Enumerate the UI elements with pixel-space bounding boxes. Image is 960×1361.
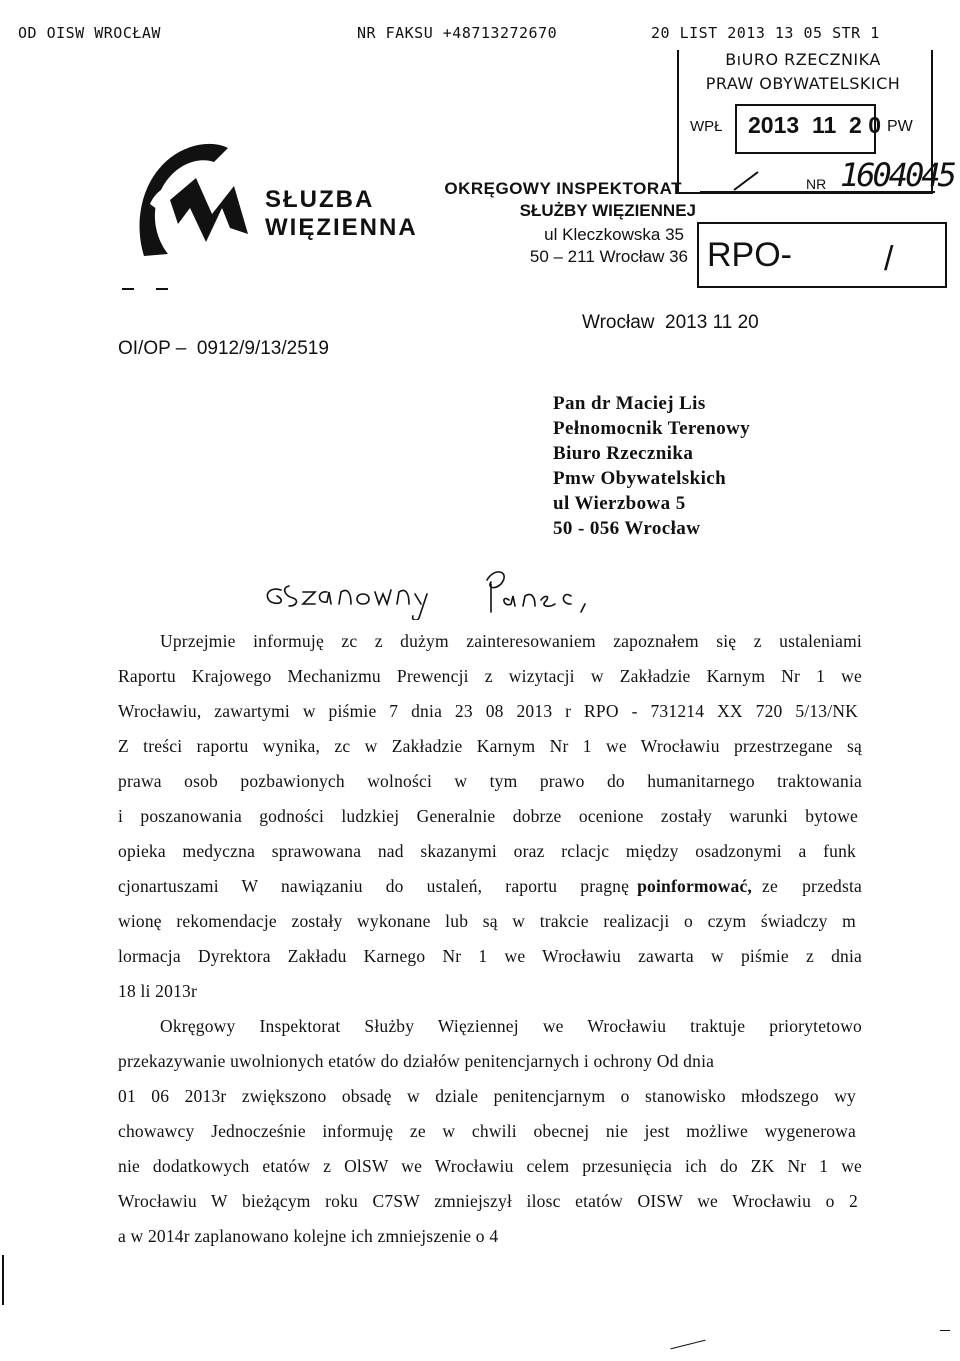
sender-line1: OKRĘGOWY INSPEKTORAT (444, 179, 682, 198)
stamp-nr-label: NR (806, 176, 827, 192)
addressee-line: ul Wierzbowa 5 (553, 493, 686, 514)
handwritten-salutation (255, 560, 625, 620)
addressee-block (553, 391, 750, 541)
body-line: Uprzejmie informuję zc z dużym zainteresowaniem zapoznałem się z ustaleniami (160, 631, 862, 651)
addressee-line: Pmw Obywatelskich (553, 468, 727, 489)
stamp-date: 2013 11 2 0 (748, 112, 882, 138)
prison-service-emblem (130, 138, 260, 270)
body-line: a w 2014r zaplanowano kolejne ich zmniejszenie o 4 (118, 1226, 499, 1246)
dash-mark (122, 288, 134, 290)
scan-edge-mark (940, 1330, 950, 1331)
body-line: i poszanowania godności ludzkiej Generalnie dobrze ocenione zostały warunki bytowe (118, 806, 858, 826)
reference-number: OI/OP – 0912/9/13/2519 (118, 338, 329, 359)
addressee-line: Pełnomocnik Terenowy (553, 418, 751, 439)
body-line-part: ze przedsta (762, 876, 862, 896)
body-line: chowawcy Jednocześnie informuję ze w chwili obecnej nie jest możliwe wygenerowa (118, 1121, 856, 1141)
body-line-composite (118, 876, 862, 897)
body-line: lormacja Dyrektora Zakładu Karnego Nr 1 we Wrocławiu zawarta w piśmie z dnia (118, 946, 862, 966)
logo-text-line1: SŁUZBA (265, 186, 375, 213)
body-line: przekazywanie uwolnionych etatów do działów penitencjarnych i ochrony Od dnia (118, 1051, 715, 1071)
stamp-wpl-label: WPŁ (690, 118, 723, 135)
body-line: opieka medyczna sprawowana nad skazanymi oraz rclacjc między osadzonymi a funk (118, 841, 856, 861)
body-line: 01 06 2013r zwiększono obsadę w dziale penitencjarnym o stanowisko młodszego wy (118, 1086, 856, 1106)
body-line: Raportu Krajowego Mechanizmu Prewencji z wizytacji w Zakładzie Karnym Nr 1 we (118, 666, 862, 686)
stamp-nr-value: 1604045 (840, 156, 954, 194)
body-line: wionę rekomendacje zostały wykonane lub są w trakcie realizacji o czym świadczy m (118, 911, 856, 931)
body-line: Okręgowy Inspektorat Służby Więziennej we Wrocławiu traktuje priorytetowo (160, 1016, 862, 1036)
logo-text-line2: WIĘZIENNA (265, 214, 418, 241)
sender-line2: SŁUŻBY WIĘZIENNEJ (519, 201, 696, 220)
body-line: Wrocławiu W bieżącym roku C7SW zmniejszył ilosc etatów OISW we Wrocławiu o 2 (118, 1191, 858, 1211)
stamp-title-line1: BıURO RZECZNIKA (725, 50, 881, 69)
fax-timestamp: 20 LIST 2013 13 05 STR 1 (651, 24, 880, 42)
rpo-suffix: / (884, 240, 894, 278)
check-mark (732, 170, 762, 194)
body-line: nie dodatkowych etatów z OlSW we Wrocławiu celem przesunięcia ich do ZK Nr 1 we (118, 1156, 862, 1176)
body-line: 18 li 2013r (118, 981, 198, 1001)
dash-mark (156, 288, 168, 290)
rpo-label: RPO- (707, 236, 792, 274)
body-line: Wrocławiu, zawartymi w piśmie 7 dnia 23 08 2013 r RPO - 731214 XX 720 5/13/NK (118, 701, 858, 721)
document-date: Wrocław 2013 11 20 (582, 312, 759, 333)
sender-city: 50 – 211 Wrocław 36 (529, 247, 688, 266)
fax-sender: OD OISW WROCŁAW (18, 24, 161, 42)
stamp-title-line2: PRAW OBYWATELSKICH (705, 74, 901, 93)
stamp-pw-label: PW (887, 118, 913, 135)
body-line-part: cjonartuszami W nawiązaniu do ustaleń, raportu pragnę (118, 876, 630, 896)
addressee-line: Pan dr Maciej Lis (553, 393, 706, 414)
body-emphasis: poinformować, (637, 876, 752, 896)
body-line: prawa osob pozbawionych wolności w tym prawo do humanitarnego traktowania (118, 771, 862, 791)
sender-street: ul Kleczkowska 35 (544, 225, 684, 244)
body-line: Z treści raportu wynika, zc w Zakładzie Karnym Nr 1 we Wrocławiu przestrzegane są (118, 736, 862, 756)
scan-edge-mark (670, 1340, 705, 1350)
fax-number: NR FAKSU +48713272670 (357, 24, 558, 42)
scan-edge-mark (2, 1255, 4, 1305)
addressee-line: Biuro Rzecznika (553, 443, 694, 464)
addressee-line: 50 - 056 Wrocław (553, 518, 701, 539)
